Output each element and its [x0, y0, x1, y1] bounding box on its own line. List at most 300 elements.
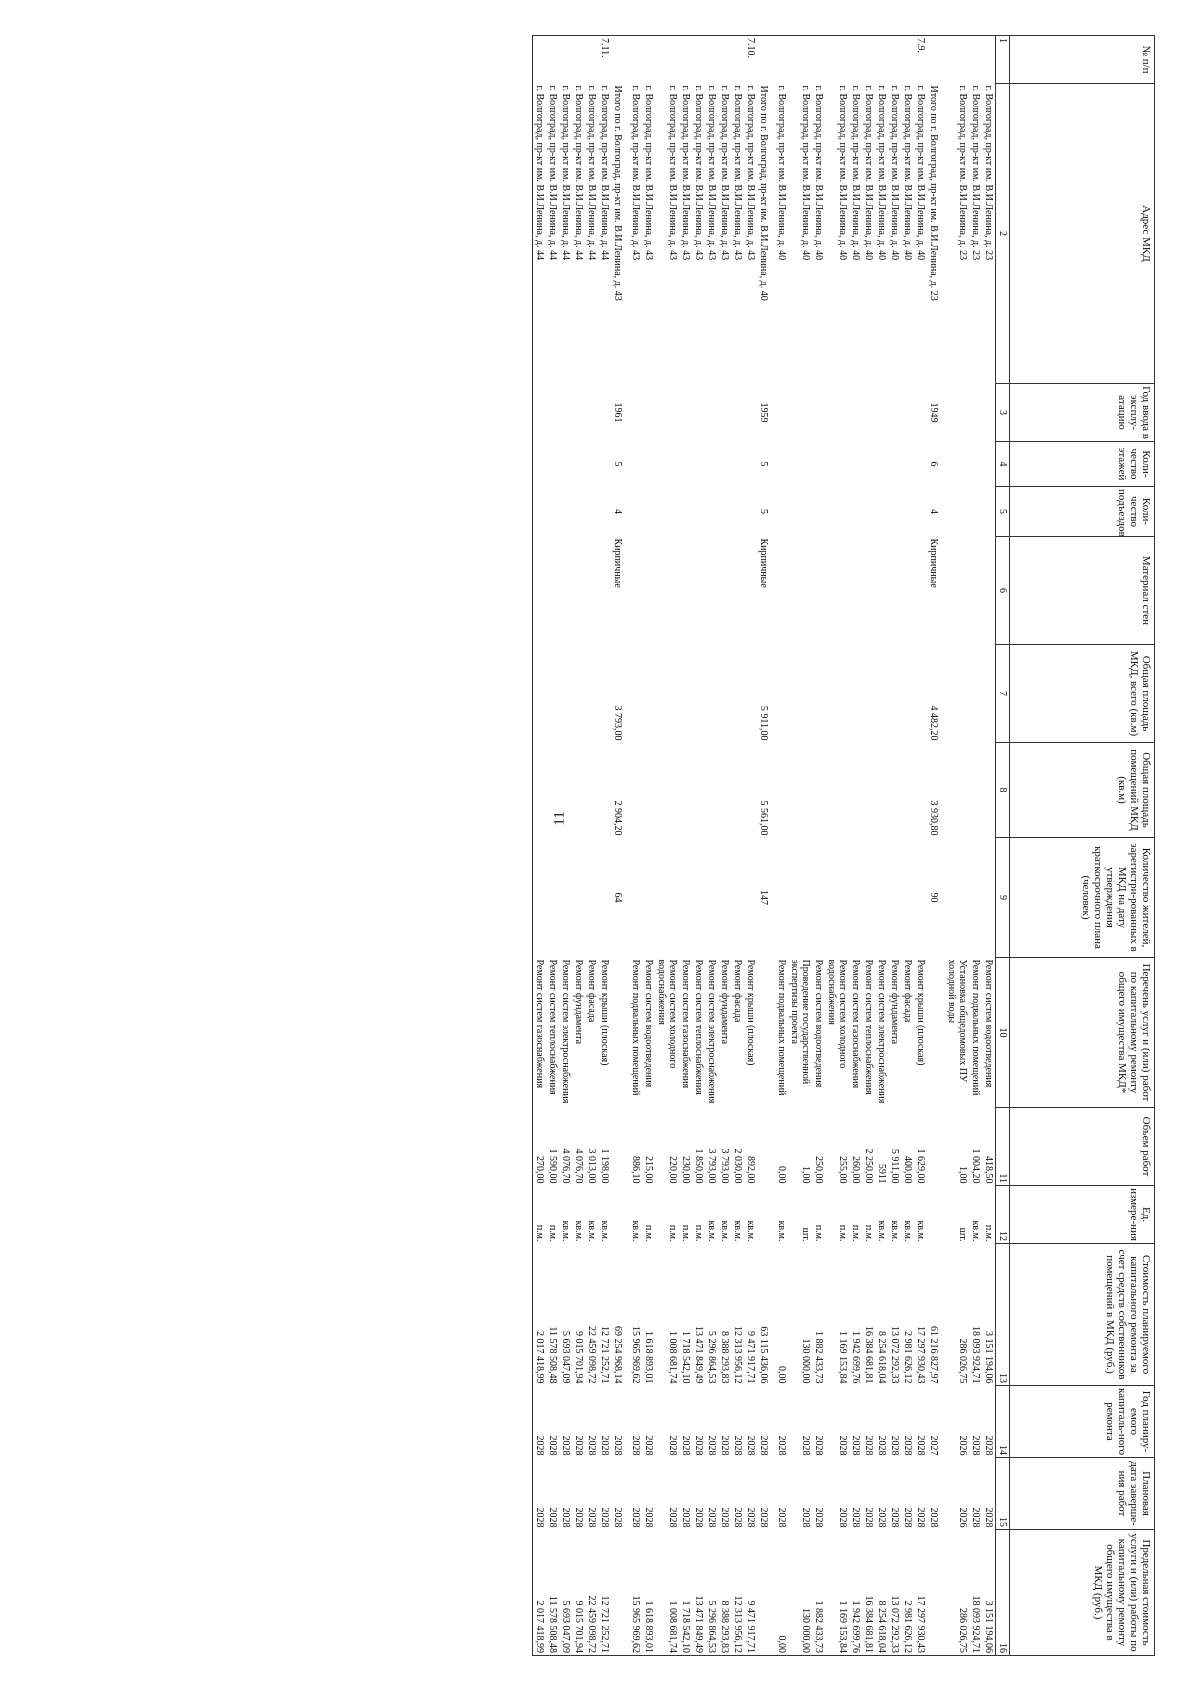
- address-cell: г. Волгоград, пр-кт им. В.И.Ленина, д. 43: [732, 85, 743, 261]
- entrances-cell: [629, 487, 642, 537]
- limit-cost-cell: 1 008 681,74: [655, 1530, 679, 1656]
- column-number: 13: [996, 1244, 1010, 1386]
- work-type-cell: Ремонт фасада: [902, 959, 913, 1023]
- repair-year-cell: 2028: [680, 1435, 691, 1456]
- repair-year-cell: 2028: [732, 1435, 743, 1456]
- repair-year-cell: 2028: [915, 1435, 926, 1456]
- unit-cell: п.м.: [837, 1224, 848, 1242]
- end-date-cell: 2028: [837, 1507, 848, 1528]
- total-area-cell: [969, 645, 982, 743]
- volume-cell: 255,00: [837, 1156, 848, 1184]
- volume-cell: 1,00: [800, 1166, 811, 1184]
- residents-cell: [744, 838, 757, 958]
- year-built-cell: 1961: [612, 402, 623, 423]
- entrances-cell: [533, 487, 547, 537]
- entrances-cell: 5: [758, 509, 769, 514]
- wall-material-cell: Кирпичные: [758, 538, 769, 588]
- work-type-cell: Ремонт систем газоснабжения: [680, 959, 691, 1089]
- year-built-cell: [598, 384, 611, 442]
- total-area-cell: [914, 645, 927, 743]
- cost-cell: 1 718 542,10: [680, 1331, 691, 1384]
- work-type-cell: Ремонт фасада: [732, 959, 743, 1023]
- year-built-cell: [914, 384, 927, 442]
- table-row: [969, 36, 982, 1656]
- residents-cell: [825, 838, 849, 958]
- limit-cost-cell: 8 254 618,04: [875, 1530, 888, 1656]
- wall-material-cell: [875, 537, 888, 645]
- end-date-cell: 2028: [573, 1507, 584, 1528]
- row-number: [982, 36, 996, 84]
- year-built-cell: [788, 384, 812, 442]
- floors-cell: [788, 442, 812, 487]
- floors-cell: [945, 442, 969, 487]
- volume-cell: 4 076,70: [573, 1148, 584, 1184]
- entrances-cell: [901, 487, 914, 537]
- total-area-cell: [812, 645, 825, 743]
- premises-area-cell: [775, 743, 788, 838]
- volume-cell: 1,00: [957, 1166, 968, 1184]
- year-built-cell: [875, 384, 888, 442]
- floors-cell: 5: [612, 461, 623, 467]
- floors-cell: 6: [928, 461, 939, 467]
- repair-year-cell: 2028: [643, 1435, 654, 1456]
- year-built-cell: [705, 384, 718, 442]
- residents-cell: [559, 838, 572, 958]
- cost-cell: 1 942 699,76: [850, 1331, 861, 1384]
- premises-area-cell: [559, 743, 572, 838]
- row-number: [757, 36, 775, 84]
- address-cell: г. Волгоград, пр-кт им. В.И.Ленина, д. 43: [706, 85, 717, 261]
- floors-cell: [731, 442, 744, 487]
- repair-year-cell: 2028: [533, 1386, 547, 1458]
- floors-cell: [559, 442, 572, 487]
- cost-cell: 3 151 194,06: [983, 1331, 994, 1384]
- year-built-cell: [825, 384, 849, 442]
- premises-area-cell: [969, 743, 982, 838]
- row-number: [705, 36, 718, 84]
- work-type-cell: Ремонт систем теплоснабжения: [547, 959, 558, 1095]
- volume-cell: 2 250,00: [863, 1148, 874, 1184]
- header-cell: Перечень услуг и (или) работ по капитальному ремонту общего имущества МКД*: [1010, 958, 1155, 1108]
- unit-cell: п.м.: [667, 1224, 678, 1242]
- row-number: [611, 36, 629, 84]
- total-area-cell: [679, 645, 692, 743]
- wall-material-cell: [862, 537, 875, 645]
- table-row: [718, 36, 731, 1656]
- address-cell: Итого по г. Волгоград, пр-кт им. В.И.Ленина, д. 40: [758, 85, 769, 301]
- column-number: 6: [996, 537, 1010, 645]
- header-cell: Адрес МКД: [1010, 84, 1155, 384]
- address-cell: г. Волгоград, пр-кт им. В.И.Ленина, д. 23: [983, 85, 994, 261]
- year-built-cell: [642, 384, 655, 442]
- residents-cell: [585, 838, 598, 958]
- premises-area-cell: [585, 743, 598, 838]
- residents-cell: [788, 838, 812, 958]
- wall-material-cell: [945, 537, 969, 645]
- address-cell: г. Волгоград, пр-кт им. В.И.Ленина, д. 43: [643, 85, 654, 261]
- unit-cell: кв.м.: [560, 1220, 571, 1242]
- volume-cell: 215,00: [643, 1156, 654, 1184]
- row-number: [731, 36, 744, 84]
- year-built-cell: [731, 384, 744, 442]
- year-built-cell: 1959: [758, 402, 769, 423]
- residents-cell: [705, 838, 718, 958]
- table-row: [775, 36, 788, 1656]
- volume-cell: 3 793,00: [719, 1148, 730, 1184]
- column-number: 16: [996, 1530, 1010, 1656]
- cost-cell: 15 965 969,62: [630, 1326, 641, 1384]
- floors-cell: [546, 442, 559, 487]
- end-date-cell: 2028: [902, 1507, 913, 1528]
- floors-cell: [914, 442, 927, 487]
- volume-cell: 1 198,00: [599, 1148, 610, 1184]
- total-area-cell: [982, 645, 996, 743]
- premises-area-cell: [679, 743, 692, 838]
- cost-cell: 2 017 418,99: [533, 1244, 547, 1386]
- cost-cell: 286 026,75: [957, 1338, 968, 1384]
- end-date-cell: 2028: [850, 1507, 861, 1528]
- entrances-cell: [572, 487, 585, 537]
- entrances-cell: [679, 487, 692, 537]
- work-type-cell: Ремонт систем теплоснабжения: [693, 959, 704, 1095]
- table-row: [559, 36, 572, 1656]
- cost-cell: 9 015 701,94: [573, 1331, 584, 1384]
- wall-material-cell: [655, 537, 679, 645]
- repair-year-cell: 2028: [599, 1435, 610, 1456]
- end-date-cell: 2028: [547, 1507, 558, 1528]
- header-cell: № п/п: [1010, 36, 1155, 84]
- residents-cell: [875, 838, 888, 958]
- address-cell: г. Волгоград, пр-кт им. В.И.Ленина, д. 40: [800, 85, 811, 261]
- year-built-cell: [546, 384, 559, 442]
- unit-cell: [757, 1186, 775, 1244]
- total-row: [927, 36, 945, 1656]
- floors-cell: [585, 442, 598, 487]
- premises-area-cell: [888, 743, 901, 838]
- wall-material-cell: [812, 537, 825, 645]
- volume-cell: 1 850,00: [693, 1148, 704, 1184]
- work-type-cell: Ремонт систем водоотведения: [813, 959, 824, 1088]
- residents-cell: [679, 838, 692, 958]
- end-date-cell: 2028: [612, 1507, 623, 1528]
- table-row: [585, 36, 598, 1656]
- header-cell: Общая площадь МКД, всего (кв.м): [1010, 645, 1155, 743]
- wall-material-cell: Кирпичные: [612, 538, 623, 588]
- row-number: [642, 36, 655, 84]
- wall-material-cell: [692, 537, 705, 645]
- row-number: [546, 36, 559, 84]
- column-number: 8: [996, 743, 1010, 838]
- address-cell: г. Волгоград, пр-кт им. В.И.Ленина, д. 40: [813, 85, 824, 261]
- floors-cell: [692, 442, 705, 487]
- end-date-cell: 2028: [745, 1507, 756, 1528]
- end-date-cell: 2028: [706, 1507, 717, 1528]
- table-row: [862, 36, 875, 1656]
- cost-cell: 16 384 681,81: [863, 1326, 874, 1384]
- end-date-cell: 2028: [758, 1507, 769, 1528]
- table-row: [788, 36, 812, 1656]
- residents-cell: [692, 838, 705, 958]
- work-type-cell: [611, 958, 629, 1108]
- table-row: [825, 36, 849, 1656]
- table-row: [705, 36, 718, 1656]
- volume-cell: 886,10: [630, 1156, 641, 1184]
- cost-cell: 0,00: [776, 1366, 787, 1384]
- limit-cost-cell: 2 981 626,12: [901, 1530, 914, 1656]
- address-cell: г. Волгоград, пр-кт им. В.И.Ленина, д. 43: [693, 85, 704, 261]
- row-number: [945, 36, 969, 84]
- year-built-cell: [572, 384, 585, 442]
- end-date-cell: 2028: [533, 1458, 547, 1530]
- entrances-cell: 4: [612, 509, 623, 514]
- premises-area-cell: [744, 743, 757, 838]
- entrances-cell: [559, 487, 572, 537]
- entrances-cell: [788, 487, 812, 537]
- work-type-cell: [757, 958, 775, 1108]
- floors-cell: [812, 442, 825, 487]
- header-cell: Ед. измере-ния: [1010, 1186, 1155, 1244]
- address-cell: г. Волгоград, пр-кт им. В.И.Ленина, д. 44: [547, 85, 558, 261]
- volume-cell: [757, 1108, 775, 1186]
- year-built-cell: [812, 384, 825, 442]
- header-cell: Коли-чество этажей: [1010, 442, 1155, 487]
- table-row: [812, 36, 825, 1656]
- premises-area-cell: [901, 743, 914, 838]
- residents-cell: [775, 838, 788, 958]
- repair-year-cell: 2028: [850, 1435, 861, 1456]
- year-built-cell: [982, 384, 996, 442]
- volume-cell: 250,00: [813, 1156, 824, 1184]
- row-number: [875, 36, 888, 84]
- year-built-cell: [718, 384, 731, 442]
- end-date-cell: 2028: [586, 1507, 597, 1528]
- end-date-cell: 2028: [560, 1507, 571, 1528]
- work-type-cell: Ремонт систем газоснабжения: [850, 959, 861, 1089]
- end-date-cell: 2028: [630, 1507, 641, 1528]
- year-built-cell: [585, 384, 598, 442]
- floors-cell: [875, 442, 888, 487]
- address-cell: г. Волгоград, пр-кт им. В.И.Ленина, д. 40: [837, 85, 848, 261]
- limit-cost-cell: 13 072 292,33: [888, 1530, 901, 1656]
- repair-year-cell: 2028: [586, 1435, 597, 1456]
- limit-cost-cell: 9 015 701,94: [572, 1530, 585, 1656]
- table-row: [901, 36, 914, 1656]
- premises-area-cell: [655, 743, 679, 838]
- row-number: 7.11.: [598, 36, 611, 84]
- end-date-cell: 2028: [876, 1507, 887, 1528]
- table-row: [849, 36, 862, 1656]
- unit-cell: шт.: [957, 1227, 968, 1242]
- end-date-cell: 2028: [928, 1507, 939, 1528]
- row-number: [572, 36, 585, 84]
- entrances-cell: [888, 487, 901, 537]
- work-type-cell: Ремонт систем водоотведения: [643, 959, 654, 1088]
- unit-cell: кв.м.: [630, 1220, 641, 1242]
- header-cell: Год планиру-емого капиталь-ного ремонта: [1010, 1386, 1155, 1458]
- limit-cost-cell: 16 384 681,81: [862, 1530, 875, 1656]
- wall-material-cell: [731, 537, 744, 645]
- volume-cell: [611, 1108, 629, 1186]
- unit-cell: п.м.: [643, 1224, 654, 1242]
- cost-cell: 22 459 098,72: [586, 1326, 597, 1384]
- year-built-cell: [901, 384, 914, 442]
- cost-cell: 130 000,00: [800, 1338, 811, 1384]
- residents-cell: [533, 838, 547, 958]
- end-date-cell: 2028: [693, 1507, 704, 1528]
- table-row: [692, 36, 705, 1656]
- unit-cell: кв.м.: [745, 1220, 756, 1242]
- floors-cell: [744, 442, 757, 487]
- column-number: 4: [996, 442, 1010, 487]
- address-cell: г. Волгоград, пр-кт им. В.И.Ленина, д. 40: [902, 85, 913, 261]
- row-number: [825, 36, 849, 84]
- volume-cell: 230,00: [680, 1156, 691, 1184]
- entrances-cell: [731, 487, 744, 537]
- address-cell: г. Волгоград, пр-кт им. В.И.Ленина, д. 44: [533, 84, 547, 384]
- wall-material-cell: [888, 537, 901, 645]
- header-cell: Коли-чество подъездов: [1010, 487, 1155, 537]
- limit-cost-cell: 5 296 864,53: [705, 1530, 718, 1656]
- limit-cost-cell: 1 618 893,01: [642, 1530, 655, 1656]
- column-number: 11: [996, 1108, 1010, 1186]
- table-row: [629, 36, 642, 1656]
- column-number-row: [996, 36, 1010, 1656]
- work-type-cell: Проведение государственной экспертизы проекта: [789, 959, 811, 1085]
- header-cell: Плановая дата заверше-ния работ: [1010, 1458, 1155, 1530]
- wall-material-cell: [982, 537, 996, 645]
- unit-cell: кв.м.: [889, 1220, 900, 1242]
- end-date-cell: 2028: [776, 1507, 787, 1528]
- end-date-cell: 2028: [800, 1507, 811, 1528]
- premises-area-cell: [849, 743, 862, 838]
- unit-cell: кв.м.: [732, 1220, 743, 1242]
- unit-cell: кв.м.: [970, 1220, 981, 1242]
- table-row: [546, 36, 559, 1656]
- repair-year-cell: 2028: [630, 1435, 641, 1456]
- total-area-cell: 3 793,00: [612, 705, 623, 741]
- row-number: [969, 36, 982, 84]
- column-number: 9: [996, 838, 1010, 958]
- unit-cell: п.м.: [533, 1186, 547, 1244]
- floors-cell: [572, 442, 585, 487]
- wall-material-cell: [533, 537, 547, 645]
- end-date-cell: 2028: [915, 1507, 926, 1528]
- cost-cell: 1 169 153,84: [837, 1331, 848, 1384]
- year-built-cell: [849, 384, 862, 442]
- floors-cell: [705, 442, 718, 487]
- column-number: 3: [996, 384, 1010, 442]
- work-type-cell: Ремонт систем холодного водоснабжения: [656, 959, 678, 1069]
- cost-cell: 12 721 252,71: [599, 1326, 610, 1384]
- wall-material-cell: [788, 537, 812, 645]
- address-cell: Итого по г. Волгоград, пр-кт им. В.И.Ленина, д. 23: [928, 85, 939, 301]
- volume-cell: 1 629,00: [915, 1148, 926, 1184]
- header-cell: Общая площадь помещений МКД (кв.м): [1010, 743, 1155, 838]
- repair-year-cell: 2028: [667, 1435, 678, 1456]
- total-area-cell: [862, 645, 875, 743]
- cost-cell: 13 072 292,33: [889, 1326, 900, 1384]
- unit-cell: п.м.: [813, 1224, 824, 1242]
- work-type-cell: Ремонт фундамента: [719, 959, 730, 1045]
- cost-cell: 5 296 864,53: [706, 1331, 717, 1384]
- total-row: [757, 36, 775, 1656]
- residents-cell: 90: [928, 892, 939, 903]
- unit-cell: кв.м.: [776, 1220, 787, 1242]
- floors-cell: [718, 442, 731, 487]
- volume-cell: 1 590,00: [547, 1148, 558, 1184]
- residents-cell: [718, 838, 731, 958]
- address-cell: г. Волгоград, пр-кт им. В.И.Ленина, д. 43: [667, 85, 678, 261]
- volume-cell: 3 013,00: [586, 1148, 597, 1184]
- cost-cell: 9 471 917,71: [745, 1331, 756, 1384]
- total-area-cell: [718, 645, 731, 743]
- address-cell: г. Волгоград, пр-кт им. В.И.Ленина, д. 43: [719, 85, 730, 261]
- wall-material-cell: [901, 537, 914, 645]
- entrances-cell: [692, 487, 705, 537]
- residents-cell: [888, 838, 901, 958]
- repair-year-cell: 2028: [902, 1435, 913, 1456]
- limit-cost-cell: 8 388 293,83: [718, 1530, 731, 1656]
- premises-area-cell: [982, 743, 996, 838]
- residents-cell: [642, 838, 655, 958]
- total-area-cell: [572, 645, 585, 743]
- residents-cell: [862, 838, 875, 958]
- wall-material-cell: [849, 537, 862, 645]
- page-number: 11: [551, 811, 568, 826]
- year-built-cell: [692, 384, 705, 442]
- unit-cell: [611, 1186, 629, 1244]
- end-date-cell: 2028: [889, 1507, 900, 1528]
- floors-cell: [775, 442, 788, 487]
- end-date-cell: 2028: [863, 1507, 874, 1528]
- premises-area-cell: [692, 743, 705, 838]
- residents-cell: [945, 838, 969, 958]
- repair-year-cell: 2028: [560, 1435, 571, 1456]
- limit-cost-cell: 5 693 047,09: [559, 1530, 572, 1656]
- premises-area-cell: [825, 743, 849, 838]
- work-type-cell: Ремонт крыши (плоская): [915, 959, 926, 1066]
- cost-cell: 1 882 433,73: [813, 1331, 824, 1384]
- cost-cell: 1 008 681,74: [667, 1331, 678, 1384]
- wall-material-cell: [585, 537, 598, 645]
- address-cell: г. Волгоград, пр-кт им. В.И.Ленина, д. 23: [970, 85, 981, 261]
- wall-material-cell: [679, 537, 692, 645]
- residents-cell: 64: [612, 892, 623, 903]
- header-cell: Год ввода в эксплу-атацию: [1010, 384, 1155, 442]
- floors-cell: [862, 442, 875, 487]
- residents-cell: [572, 838, 585, 958]
- column-number: 12: [996, 1186, 1010, 1244]
- residents-cell: [812, 838, 825, 958]
- cost-cell: 69 254 968,14: [612, 1326, 623, 1384]
- entrances-cell: [862, 487, 875, 537]
- entrances-cell: [849, 487, 862, 537]
- floors-cell: [849, 442, 862, 487]
- total-row: [611, 36, 629, 1656]
- unit-cell: шт.: [800, 1227, 811, 1242]
- header-cell: Материал стен: [1010, 537, 1155, 645]
- total-area-cell: 4 482,20: [928, 705, 939, 741]
- work-type-cell: Ремонт подвальных помещений: [776, 959, 787, 1096]
- wall-material-cell: [559, 537, 572, 645]
- year-built-cell: [888, 384, 901, 442]
- work-type-cell: Ремонт систем водоотведения: [983, 959, 994, 1088]
- wall-material-cell: [598, 537, 611, 645]
- residents-cell: [901, 838, 914, 958]
- wall-material-cell: [546, 537, 559, 645]
- header-cell: Предельная стоимость услуги и (или) работы по капитальному ремонту общего имущества в МКД (руб.): [1010, 1530, 1155, 1656]
- volume-cell: 5911: [876, 1163, 887, 1184]
